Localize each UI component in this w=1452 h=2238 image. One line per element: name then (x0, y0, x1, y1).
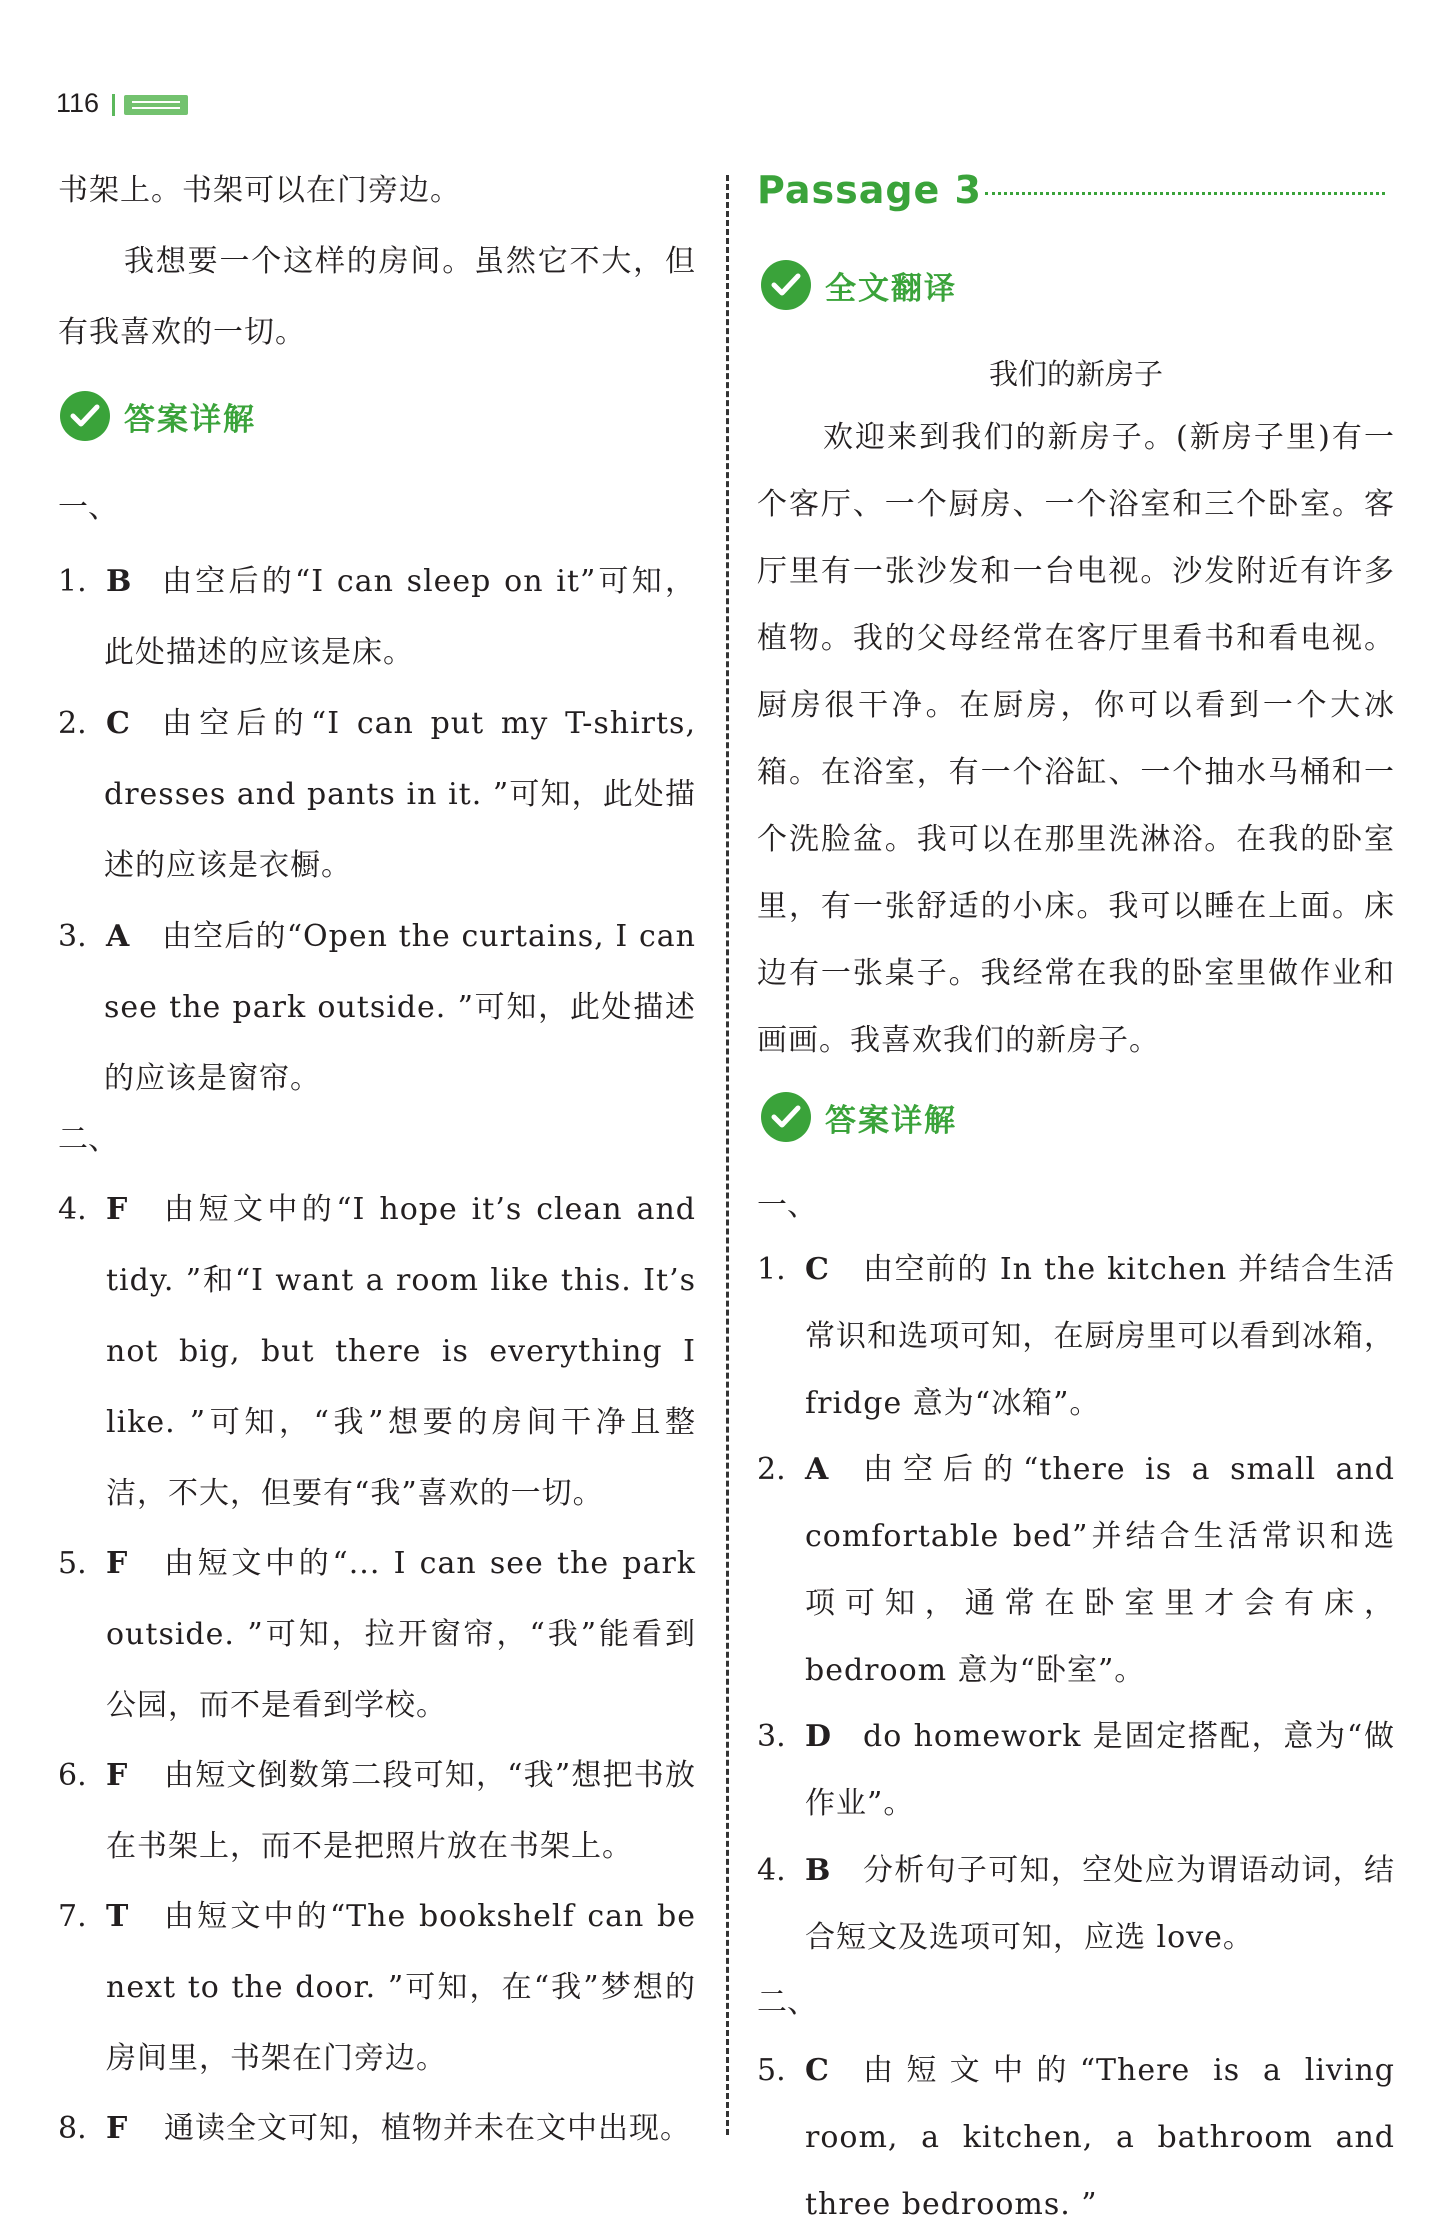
item-explanation: 由短文中的“The bookshelf can be next to the door. ”可知，在“我”梦想的房间里，书架在门旁边。 (106, 1899, 696, 2076)
passage-title: Passage 3 (757, 168, 982, 212)
part-label: 二、 (757, 1985, 817, 2020)
part-label: 一、 (58, 490, 118, 525)
item-answer: F (106, 2111, 128, 2146)
page-number-divider (112, 94, 115, 116)
answer-item (58, 2093, 696, 2164)
item-answer: F (106, 1192, 128, 1227)
item-explanation: 分析句子可知，空处应为谓语动词，结合短文及选项可知，应选 love。 (805, 1853, 1395, 1955)
item-explanation: 由短文中的“... I can see the park outside. ”可知，拉开窗帘，“我”能看到公园，而不是看到学校。 (106, 1546, 696, 1723)
item-explanation: 由短文倒数第二段可知，“我”想把书放在书架上，而不是把照片放在书架上。 (106, 1758, 696, 1864)
page-number: 116 (56, 88, 100, 118)
item-number: 7. (58, 1899, 87, 1934)
answer-item (58, 1881, 696, 2094)
check-circle-icon (60, 391, 110, 441)
answer-section-header (60, 389, 256, 443)
item-number: 5. (757, 2053, 786, 2088)
answer-item (757, 1837, 1395, 1971)
item-answer: C (805, 2053, 829, 2088)
item-explanation: 由空后的“there is a small and comfortable bed”并结合生活常识和选项可知，通常在卧室里才会有床，bedroom 意为“卧室”。 (805, 1452, 1395, 1688)
item-explanation: 由短文中的“There is a living room, a kitchen, a bathroom and three bedrooms. ” (805, 2053, 1395, 2222)
column-divider (726, 175, 729, 2135)
article-title: 我们的新房子 (988, 357, 1163, 391)
item-number: 3. (757, 1719, 786, 1754)
item-number: 2. (58, 706, 87, 741)
item-explanation: 由空后的“Open the curtains, I can see the park outside. ”可知，此处描述的应该是窗帘。 (104, 919, 696, 1096)
item-answer: C (106, 706, 130, 741)
item-number: 1. (58, 564, 87, 599)
item-explanation: 由空后的“I can sleep on it”可知，此处描述的应该是床。 (104, 564, 696, 670)
item-answer: F (106, 1758, 128, 1793)
item-explanation: do homework 是固定搭配，意为“做作业”。 (805, 1719, 1395, 1821)
answer-item (757, 1436, 1395, 1704)
item-number: 1. (757, 1252, 786, 1287)
item-answer: A (805, 1452, 829, 1487)
answer-item (58, 1528, 696, 1741)
answer-item (58, 1740, 696, 1882)
item-answer: F (106, 1546, 128, 1581)
answer-item (757, 1703, 1395, 1837)
answer-item (58, 546, 696, 688)
answer-item (58, 901, 696, 1114)
answer-item (757, 2037, 1395, 2238)
check-circle-icon (761, 260, 811, 310)
item-number: 4. (757, 1853, 786, 1888)
item-answer: B (805, 1853, 831, 1888)
item-answer: C (805, 1252, 829, 1287)
item-answer: B (106, 564, 132, 599)
answer-section-header (761, 1090, 957, 1144)
item-number: 4. (58, 1192, 87, 1227)
answer-item (58, 1174, 696, 1529)
item-answer: T (106, 1899, 129, 1934)
book-tag-logo (124, 95, 188, 115)
translation-section-header (761, 258, 957, 312)
item-number: 6. (58, 1758, 87, 1793)
part-label: 二、 (58, 1122, 118, 1157)
item-answer: D (805, 1719, 832, 1754)
section-title: 答案详解 (124, 401, 256, 438)
item-explanation: 由短文中的“I hope it’s clean and tidy. ”和“I want a room like this. It’s not big, but there is everything I like. ”可知，“我”想要的房间干净且整洁，不大，但要有“我”喜欢的一切。 (106, 1192, 696, 1511)
item-number: 3. (58, 919, 87, 954)
item-explanation: 通读全文可知，植物并未在文中出现。 (164, 2111, 691, 2146)
passage-dotted-rule (985, 192, 1385, 195)
check-circle-icon (761, 1092, 811, 1142)
intro-paragraph: 我想要一个这样的房间。虽然它不大，但有我喜欢的一切。 (58, 244, 696, 350)
item-number: 8. (58, 2111, 87, 2146)
part-label: 一、 (757, 1188, 817, 1223)
intro-line: 书架上。书架可以在门旁边。 (58, 173, 461, 208)
item-number: 2. (757, 1452, 786, 1487)
answer-item (58, 688, 696, 901)
item-explanation: 由空后的“I can put my T-shirts, dresses and pants in it. ”可知，此处描述的应该是衣橱。 (104, 706, 696, 883)
article-text: 欢迎来到我们的新房子。(新房子里)有一个客厅、一个厨房、一个浴室和三个卧室。客厅里有一张沙发和一台电视。沙发附近有许多植物。我的父母经常在客厅里看书和看电视。厨房很干净。在厨房，你可以看到一个大冰箱。在浴室，有一个浴缸、一个抽水马桶和一个洗脸盆。我可以在那里洗淋浴。在我的卧室里，有一张舒适的小床。我可以睡在上面。床边有一张桌子。我经常在我的卧室里做作业和画画。我喜欢我们的新房子。 (757, 420, 1395, 1058)
item-answer: A (106, 919, 130, 954)
section-title: 答案详解 (825, 1102, 957, 1139)
item-explanation: 由空前的 In the kitchen 并结合生活常识和选项可知，在厨房里可以看到冰箱，fridge 意为“冰箱”。 (805, 1252, 1395, 1421)
section-title: 全文翻译 (825, 270, 957, 307)
answer-item (757, 1236, 1395, 1437)
item-number: 5. (58, 1546, 87, 1581)
